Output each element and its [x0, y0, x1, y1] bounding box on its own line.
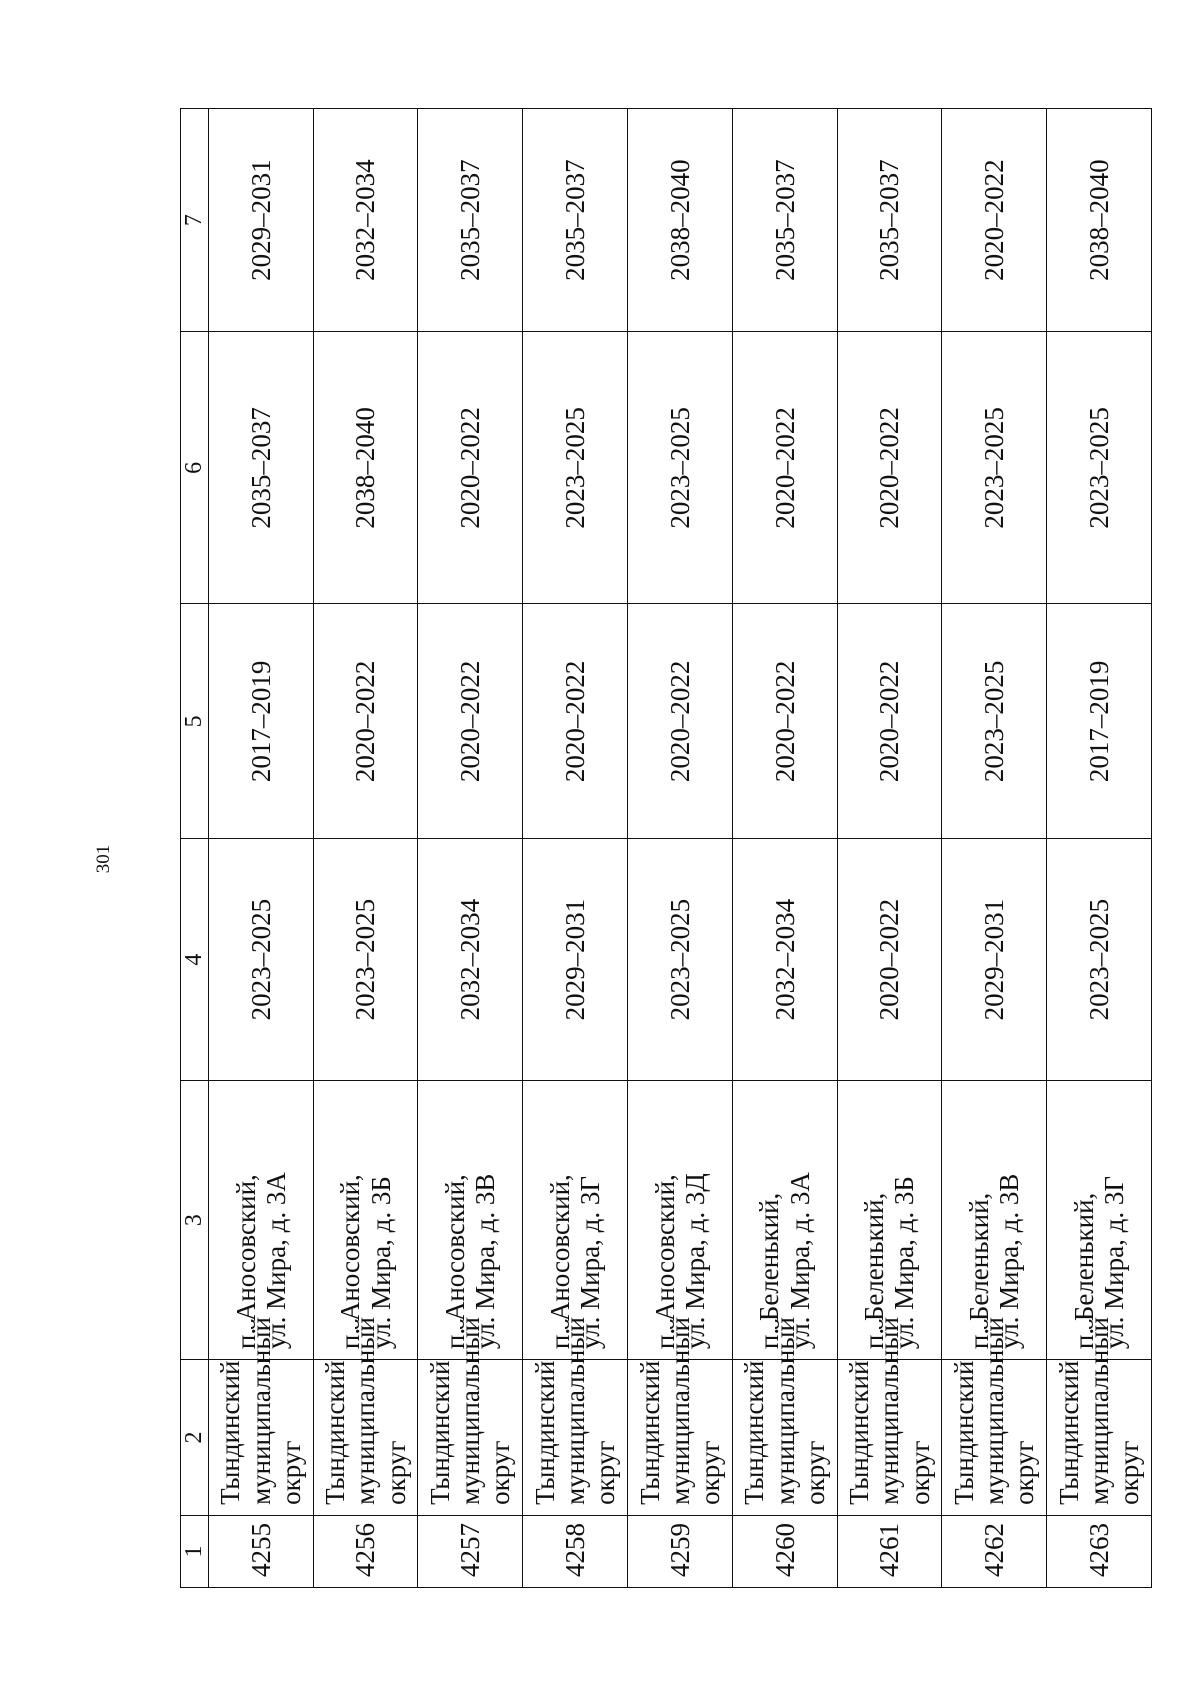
cell-address: [732, 1081, 837, 1360]
cell-address-line: ул. Мира, д. 3А: [784, 1172, 815, 1350]
cell-district-line: округ: [904, 1440, 935, 1505]
cell-district-line: муниципальный: [455, 1317, 486, 1505]
cell-district-line: округ: [590, 1440, 621, 1505]
cell-district-line: округ: [275, 1440, 306, 1505]
cell-district-line: округ: [1009, 1440, 1040, 1505]
cell-col4: [313, 839, 418, 1081]
cell-col7-line: 2035–2037: [769, 159, 800, 281]
cell-address-line: ул. Мира, д. 3Г: [575, 1176, 606, 1350]
cell-col5-line: 2017–2019: [1083, 660, 1114, 783]
cell-col7: [837, 109, 942, 332]
cell-col7-line: 2035–2037: [874, 159, 905, 281]
cell-district: [942, 1317, 1047, 1516]
cell-col6-line: 2023–2025: [664, 407, 695, 529]
cell-address-line: п. Аносовский,: [230, 1174, 261, 1350]
cell-address-line: ул. Мира, д. 3Б: [889, 1176, 920, 1350]
cell-col7-line: 2035–2037: [559, 159, 590, 281]
cell-col5: [837, 604, 942, 839]
cell-address-line: п. Аносовский,: [335, 1174, 366, 1350]
cell-col7-line: 2038–2040: [1083, 159, 1114, 281]
cell-id-line: 4256: [350, 1523, 381, 1577]
cell-address: [208, 1081, 313, 1360]
cell-district-line: Тындинский: [948, 1360, 979, 1505]
cell-col5-line: 2020–2022: [769, 660, 800, 783]
cell-col5: [418, 604, 523, 839]
column-header: 7: [181, 109, 209, 332]
cell-col4-line: 2032–2034: [455, 898, 486, 1021]
cell-col5: [732, 604, 837, 839]
cell-col6: [418, 332, 523, 604]
cell-id-line: 4263: [1083, 1523, 1114, 1577]
cell-col5-line: 2020–2022: [350, 660, 381, 783]
table-row: [313, 109, 418, 1588]
cell-id: [942, 1515, 1047, 1587]
table-row: [628, 109, 733, 1588]
cell-address: [418, 1081, 523, 1360]
cell-id: [523, 1515, 628, 1587]
cell-district-line: округ: [485, 1440, 516, 1505]
cell-col6-line: 2023–2025: [559, 407, 590, 529]
cell-district: [628, 1317, 733, 1516]
cell-address: [313, 1081, 418, 1360]
cell-id: [837, 1515, 942, 1587]
cell-district: [732, 1317, 837, 1516]
cell-col6: [837, 332, 942, 604]
cell-address-line: ул. Мира, д. 3В: [994, 1173, 1025, 1350]
cell-id-line: 4257: [455, 1523, 486, 1577]
cell-col4-line: 2032–2034: [769, 898, 800, 1021]
cell-col7: [1047, 109, 1152, 332]
cell-col6-line: 2023–2025: [979, 407, 1010, 529]
cell-district-line: Тындинский: [215, 1360, 246, 1505]
cell-address-line: п. Аносовский,: [649, 1174, 680, 1350]
cell-col7: [523, 109, 628, 332]
cell-col4-line: 2020–2022: [874, 898, 905, 1021]
cell-id-line: 4260: [769, 1523, 800, 1577]
cell-district-line: муниципальный: [874, 1317, 905, 1505]
cell-address-line: п. Беленький,: [1068, 1192, 1099, 1350]
cell-address-line: п. Беленький,: [754, 1192, 785, 1350]
cell-col6: [1047, 332, 1152, 604]
cell-id-line: 4255: [245, 1523, 276, 1577]
cell-address-line: п. Беленький,: [859, 1192, 890, 1350]
table-row: [523, 109, 628, 1588]
cell-district-line: Тындинский: [529, 1360, 560, 1505]
cell-col5-line: 2020–2022: [664, 660, 695, 783]
table-row: [208, 109, 313, 1588]
column-header: 1: [181, 1515, 209, 1587]
cell-col5-line: 2023–2025: [979, 660, 1010, 783]
cell-address: [628, 1081, 733, 1360]
cell-district-line: муниципальный: [245, 1317, 276, 1505]
cell-col7: [732, 109, 837, 332]
cell-address-line: п. Беленький,: [964, 1192, 994, 1350]
cell-address: [1047, 1081, 1152, 1360]
cell-district-line: муниципальный: [664, 1317, 695, 1505]
cell-col7-line: 2035–2037: [455, 159, 486, 281]
cell-id-line: 4259: [664, 1523, 695, 1577]
cell-district-line: Тындинский: [634, 1360, 665, 1505]
column-header: 2: [181, 1360, 209, 1516]
cell-col5: [523, 604, 628, 839]
cell-col4: [523, 839, 628, 1081]
cell-col4: [942, 839, 1047, 1081]
cell-district: [523, 1317, 628, 1516]
cell-col5: [628, 604, 733, 839]
column-header: 3: [181, 1081, 209, 1360]
cell-col7: [208, 109, 313, 332]
cell-col6: [208, 332, 313, 604]
cell-col4: [732, 839, 837, 1081]
cell-col4: [628, 839, 733, 1081]
cell-col5: [1047, 604, 1152, 839]
table-row: [837, 109, 942, 1588]
cell-id: [628, 1515, 733, 1587]
column-header: 5: [181, 604, 209, 839]
cell-col5-line: 2020–2022: [455, 660, 486, 783]
cell-district-line: муниципальный: [1083, 1317, 1114, 1505]
cell-address: [942, 1081, 1047, 1360]
cell-col6-line: 2038–2040: [350, 407, 381, 529]
cell-col7: [628, 109, 733, 332]
cell-col7-line: 2032–2034: [350, 159, 381, 281]
cell-address-line: ул. Мира, д. 3А: [260, 1172, 291, 1350]
cell-id-line: 4258: [559, 1523, 590, 1577]
cell-col6-line: 2020–2022: [874, 407, 905, 529]
cell-col6-line: 2023–2025: [1083, 407, 1114, 529]
schedule-table: [180, 108, 1152, 1588]
table-row: [942, 109, 1047, 1588]
cell-district-line: округ: [1114, 1440, 1145, 1505]
table-row: [732, 109, 837, 1588]
cell-col4-line: 2023–2025: [664, 898, 695, 1021]
rotated-table-container: [180, 108, 1152, 1588]
cell-id: [418, 1515, 523, 1587]
cell-col4-line: 2029–2031: [559, 898, 590, 1021]
column-header: 6: [181, 332, 209, 604]
cell-district-line: округ: [695, 1440, 725, 1505]
cell-district: [837, 1317, 942, 1516]
cell-col5-line: 2020–2022: [559, 660, 590, 783]
cell-col7: [418, 109, 523, 332]
table-row: [1047, 109, 1152, 1588]
cell-district-line: муниципальный: [979, 1317, 1010, 1505]
cell-district-line: муниципальный: [350, 1317, 381, 1505]
cell-district-line: округ: [380, 1440, 411, 1505]
cell-col6: [523, 332, 628, 604]
cell-district: [208, 1317, 313, 1516]
cell-id: [1047, 1515, 1152, 1587]
cell-col5: [942, 604, 1047, 839]
cell-col4-line: 2023–2025: [1083, 898, 1114, 1021]
cell-district-line: Тындинский: [424, 1360, 455, 1505]
cell-district-line: муниципальный: [769, 1317, 800, 1505]
table-row: [418, 109, 523, 1588]
cell-col6: [628, 332, 733, 604]
cell-district-line: округ: [799, 1440, 830, 1505]
table-body: [208, 109, 1151, 1588]
cell-col6: [313, 332, 418, 604]
cell-col5: [208, 604, 313, 839]
cell-district-line: Тындинский: [320, 1360, 351, 1505]
cell-id: [208, 1515, 313, 1587]
cell-col4: [418, 839, 523, 1081]
cell-address-line: ул. Мира, д. 3В: [470, 1173, 501, 1350]
cell-address: [837, 1081, 942, 1360]
cell-col4: [837, 839, 942, 1081]
cell-id: [732, 1515, 837, 1587]
cell-col5-line: 2020–2022: [874, 660, 905, 783]
cell-district-line: Тындинский: [739, 1360, 770, 1505]
cell-col7-line: 2029–2031: [245, 159, 276, 281]
column-header: 4: [181, 839, 209, 1081]
cell-col4-line: 2029–2031: [979, 898, 1010, 1021]
cell-col5: [313, 604, 418, 839]
cell-col7: [942, 109, 1047, 332]
cell-col6: [942, 332, 1047, 604]
cell-district: [1047, 1317, 1152, 1516]
cell-address-line: п. Аносовский,: [544, 1174, 575, 1350]
cell-id-line: 4261: [874, 1523, 905, 1577]
cell-col7: [313, 109, 418, 332]
cell-district: [418, 1317, 523, 1516]
cell-col6: [732, 332, 837, 604]
page-number: 301: [93, 844, 114, 874]
column-number-row: [181, 109, 209, 1588]
cell-district-line: муниципальный: [559, 1317, 590, 1505]
cell-district-line: Тындинский: [844, 1360, 875, 1505]
cell-col6-line: 2020–2022: [455, 407, 486, 529]
cell-col4: [1047, 839, 1152, 1081]
cell-district-line: Тындинский: [1053, 1360, 1084, 1505]
cell-id: [313, 1515, 418, 1587]
cell-col4: [208, 839, 313, 1081]
cell-address: [523, 1081, 628, 1360]
cell-id-line: 4262: [979, 1523, 1010, 1577]
cell-col4-line: 2023–2025: [350, 898, 381, 1021]
cell-address-line: п. Аносовский,: [440, 1174, 471, 1350]
cell-col6-line: 2020–2022: [769, 407, 800, 529]
cell-col7-line: 2020–2022: [979, 159, 1010, 281]
cell-address-line: ул. Мира, д. 3Д: [679, 1173, 710, 1350]
cell-district: [313, 1317, 418, 1516]
cell-col7-line: 2038–2040: [664, 159, 695, 281]
cell-col4-line: 2023–2025: [245, 898, 276, 1021]
cell-col5-line: 2017–2019: [245, 660, 276, 783]
cell-address-line: ул. Мира, д. 3Б: [365, 1176, 396, 1350]
cell-address-line: ул. Мира, д. 3Г: [1099, 1176, 1130, 1350]
cell-col6-line: 2035–2037: [245, 407, 276, 529]
